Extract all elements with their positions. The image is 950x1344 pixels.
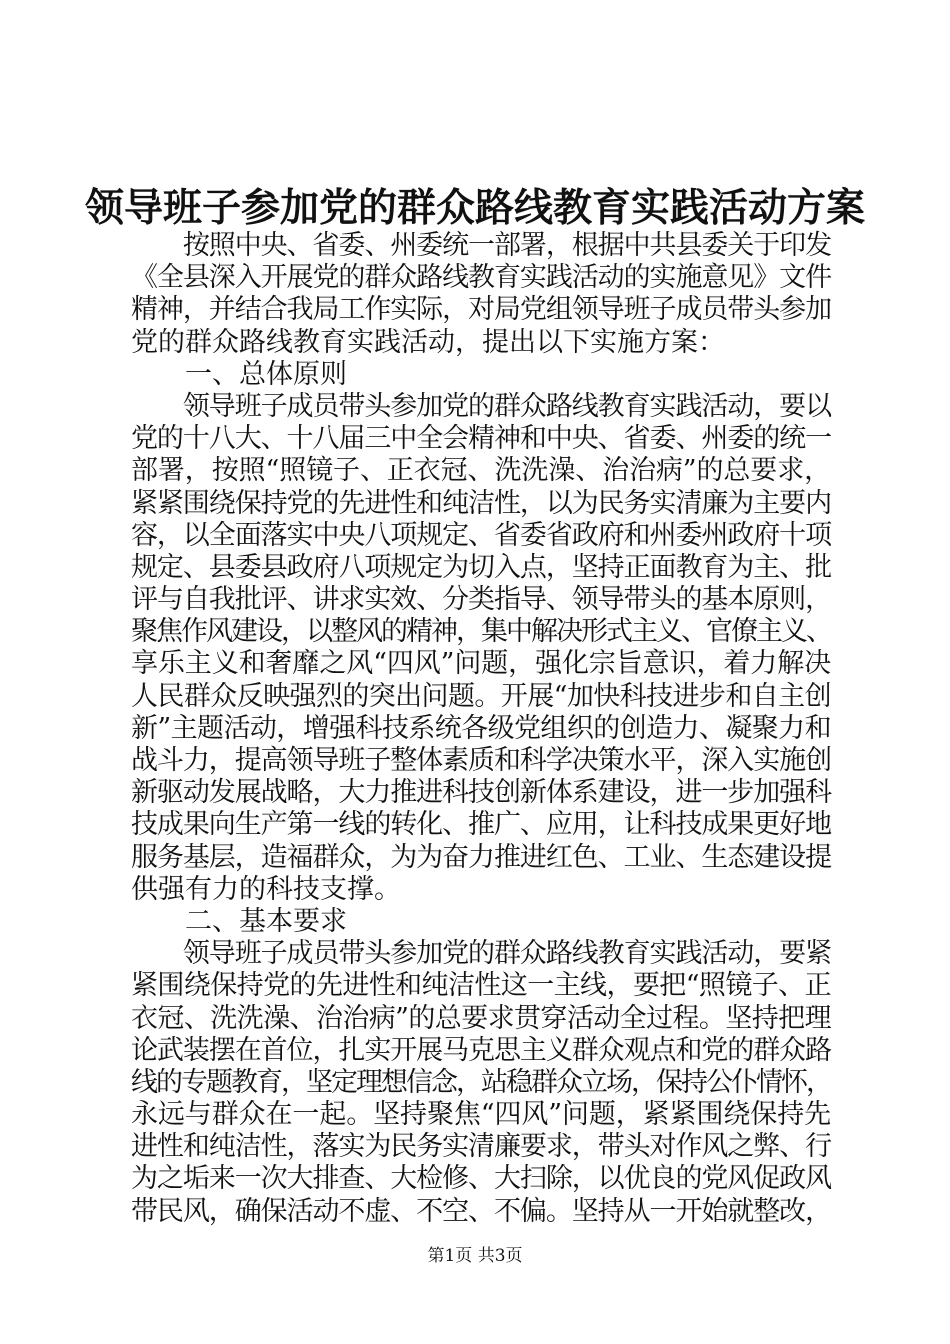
text-line: 按照中央、省委、州委统一部署，根据中共县委关于印发 [131, 230, 831, 261]
text-line: 紧紧围绕保持党的先进性和纯洁性，以为民务实清廉为主要内 [131, 487, 831, 519]
text-line: 永远与群众在一起。坚持聚焦“四风”问题，紧紧围绕保持先 [131, 1099, 831, 1131]
text-line: 党的十八大、十八届三中全会精神和中央、省委、州委的统一 [131, 423, 831, 455]
text-line: 领导班子成员带头参加党的群众路线教育实践活动，要以 [131, 390, 831, 422]
text-line: 新驱动发展战略，大力推进科技创新体系建设，进一步加强科 [131, 777, 831, 809]
text-line: 服务基层，造福群众，为为奋力推进红色、工业、生态建设提 [131, 841, 831, 873]
text-line: 规定、县委县政府八项规定为切入点，坚持正面教育为主、批 [131, 551, 831, 583]
text-line: 精神，并结合我局工作实际，对局党组领导班子成员带头参加 [131, 294, 831, 326]
text-line: 部署，按照“照镜子、正衣冠、洗洗澡、治治病”的总要求， [131, 455, 831, 487]
text-line: 技成果向生产第一线的转化、推广、应用，让科技成果更好地 [131, 809, 831, 841]
text-line: 进性和纯洁性，落实为民务实清廉要求，带头对作风之弊、行 [131, 1131, 831, 1163]
text-line: 新”主题活动，增强科技系统各级党组织的创造力、凝聚力和 [131, 712, 831, 744]
document-body [131, 230, 831, 1228]
text-line: 领导班子成员带头参加党的群众路线教育实践活动，要紧 [131, 938, 831, 970]
text-line: 为之垢来一次大排查、大检修、大扫除，以优良的党风促政风 [131, 1163, 831, 1195]
text-line: 战斗力，提高领导班子整体素质和科学决策水平，深入实施创 [131, 745, 831, 776]
text-line: 容，以全面落实中央八项规定、省委省政府和州委州政府十项 [131, 519, 831, 551]
text-line: 线的专题教育，坚定理想信念，站稳群众立场，保持公仆情怀， [131, 1066, 831, 1098]
text-line: 聚焦作风建设，以整风的精神，集中解决形式主义、官僚主义、 [131, 616, 831, 648]
text-line: 一、总体原则 [131, 358, 347, 390]
text-line: 紧围绕保持党的先进性和纯洁性这一主线，要把“照镜子、正 [131, 970, 831, 1002]
text-line: 衣冠、洗洗澡、治治病”的总要求贯穿活动全过程。坚持把理 [131, 1002, 831, 1034]
text-line: 论武装摆在首位，扎实开展马克思主义群众观点和党的群众路 [131, 1034, 831, 1066]
text-line: 供强有力的科技支撑。 [131, 873, 401, 905]
page-footer: 第1页 共3页 [427, 1246, 523, 1266]
document-title: 领导班子参加党的群众路线教育实践活动方案 [84, 185, 865, 231]
text-line: 《全县深入开展党的群众路线教育实践活动的实施意见》文件 [131, 262, 831, 294]
text-line: 评与自我批评、讲求实效、分类指导、领导带头的基本原则， [131, 584, 831, 616]
text-line: 享乐主义和奢靡之风“四风”问题，强化宗旨意识，着力解决 [131, 648, 831, 680]
text-line: 党的群众路线教育实践活动，提出以下实施方案： [131, 326, 725, 358]
text-line: 带民风，确保活动不虚、不空、不偏。坚持从一开始就整改， [131, 1195, 831, 1227]
text-line: 二、基本要求 [131, 905, 347, 937]
text-line: 人民群众反映强烈的突出问题。开展“加快科技进步和自主创 [131, 680, 831, 712]
